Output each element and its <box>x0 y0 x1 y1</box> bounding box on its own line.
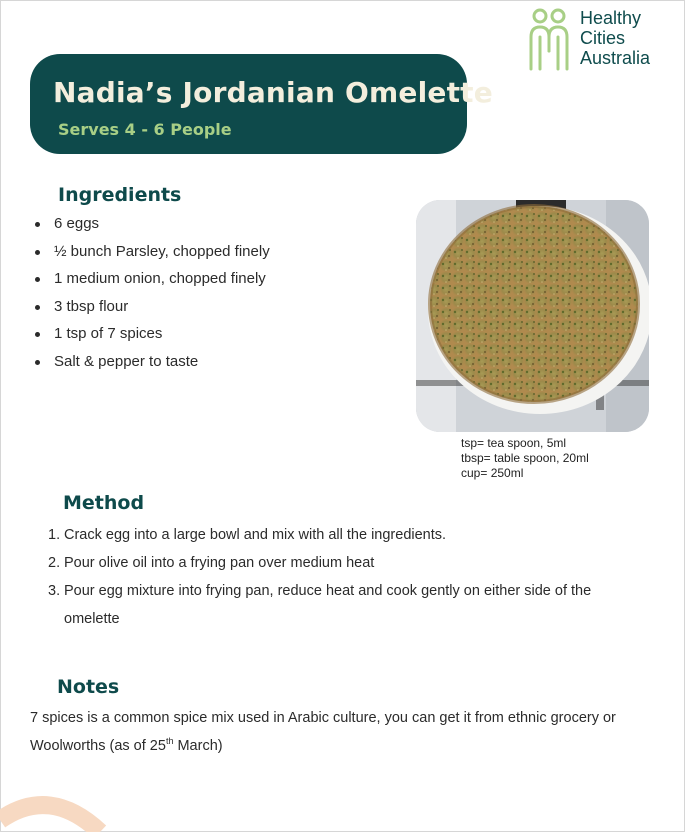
logo-line-3: Australia <box>580 48 651 68</box>
measure-note: tsp= tea spoon, 5ml <box>461 436 567 450</box>
step-text: Crack egg into a large bowl and mix with all the ingredients. <box>64 527 447 543</box>
ingredient-item <box>32 212 270 240</box>
notes-superscript: th <box>165 736 174 747</box>
healthy-cities-australia-logo <box>527 7 677 75</box>
measure-note: cup= 250ml <box>461 466 524 480</box>
method-list <box>40 521 640 633</box>
step-text: Pour olive oil into a frying pan over medium heat <box>64 555 375 571</box>
notes-heading: Notes <box>57 676 120 698</box>
step-number: 1. <box>48 527 61 543</box>
bullet-icon <box>35 332 40 337</box>
bullet-icon <box>35 222 40 227</box>
measurement-notes <box>461 436 589 481</box>
logo-line-2: Cities <box>580 28 626 48</box>
method-heading: Method <box>63 492 145 514</box>
bullet-icon <box>35 360 40 365</box>
ingredient-item <box>32 240 270 268</box>
step-text: Pour egg mixture into frying pan, reduce heat and cook gently on either side of the omelette <box>64 583 592 627</box>
ingredient-item <box>32 267 270 295</box>
ingredient-text: ½ bunch Parsley, chopped finely <box>54 242 270 260</box>
step-number: 2. <box>48 555 61 571</box>
bullet-icon <box>35 305 40 310</box>
ingredients-list <box>32 212 270 377</box>
ingredients-heading: Ingredients <box>58 184 182 206</box>
notes-text-end: March) <box>173 738 223 754</box>
serves-subtitle: Serves 4 - 6 People <box>58 120 232 139</box>
method-step <box>40 521 640 549</box>
measure-note: tbsp= table spoon, 20ml <box>461 451 589 465</box>
omelette-illustration <box>416 200 649 432</box>
logo-wordmark <box>580 8 650 68</box>
notes-text <box>30 704 655 760</box>
bullet-icon <box>35 250 40 255</box>
method-step <box>40 549 640 577</box>
ingredient-item <box>32 295 270 323</box>
bullet-icon <box>35 277 40 282</box>
ingredient-text: 1 tsp of 7 spices <box>54 325 163 342</box>
notes-text-main: 7 spices is a common spice mix used in Arabic culture, you can get it from ethnic grocery or Woolworths (as of 25 <box>30 710 616 754</box>
title-banner <box>30 54 493 154</box>
people-logo-icon <box>527 7 575 73</box>
ingredient-item <box>32 350 270 378</box>
method-step <box>40 577 640 633</box>
ingredient-text: 3 tbsp flour <box>54 297 129 315</box>
ingredient-text: Salt & pepper to taste <box>54 352 199 370</box>
recipe-title: Nadia’s Jordanian Omelette <box>53 76 493 109</box>
ingredient-text: 1 medium onion, chopped finely <box>54 270 266 287</box>
ingredient-text: 6 eggs <box>54 215 100 232</box>
decorative-corner-arc <box>0 790 120 832</box>
logo-line-1: Healthy <box>580 8 642 28</box>
step-number: 3. <box>48 583 61 599</box>
omelette-photo <box>416 200 649 432</box>
ingredient-item <box>32 322 270 350</box>
